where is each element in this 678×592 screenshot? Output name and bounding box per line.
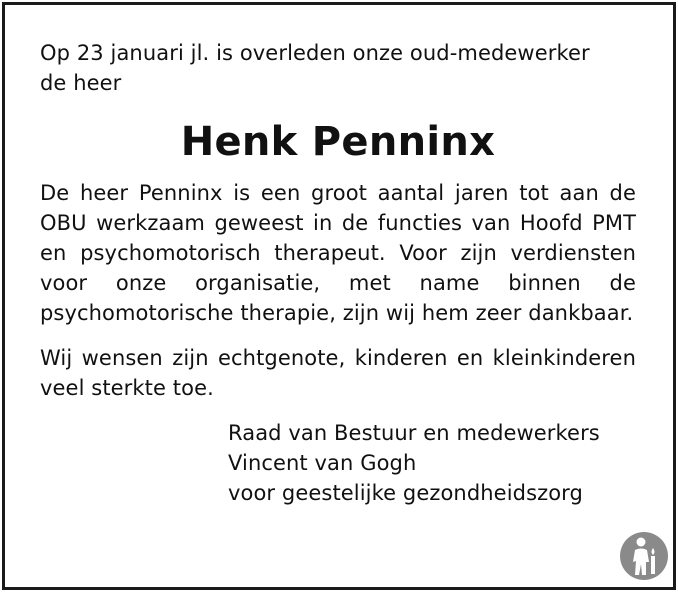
signature-block: [228, 418, 636, 508]
signature-line-1: Raad van Bestuur en medewerkers: [228, 421, 600, 445]
intro-line-1: Op 23 januari jl. is overleden onze oud-medewerker: [40, 41, 590, 65]
intro-line-2: de heer: [40, 71, 122, 95]
mourning-figure-icon: [618, 530, 670, 582]
announcement-content: [40, 38, 636, 508]
intro-text: [40, 38, 636, 98]
logo-candle: [651, 556, 655, 574]
signature-line-3: voor geestelijke gezondheidszorg: [228, 481, 583, 505]
deceased-name: Henk Penninx: [180, 119, 496, 165]
signature-line-2: Vincent van Gogh: [228, 451, 417, 475]
condolence-paragraph: Wij wensen zijn echtgenote, kinderen en kleinkinderen veel sterkte toe.: [40, 346, 636, 400]
logo-head: [637, 538, 646, 547]
tribute-paragraph: De heer Penninx is een groot aantal jaren tot aan de OBU werkzaam geweest in de functies van Hoofd PMT en psychomotorisch therapeut. Voor zijn verdiensten voor onze organisatie, met name binnen de psychomotorische therapie, zijn wij hem zeer dankbaar.: [40, 181, 636, 325]
